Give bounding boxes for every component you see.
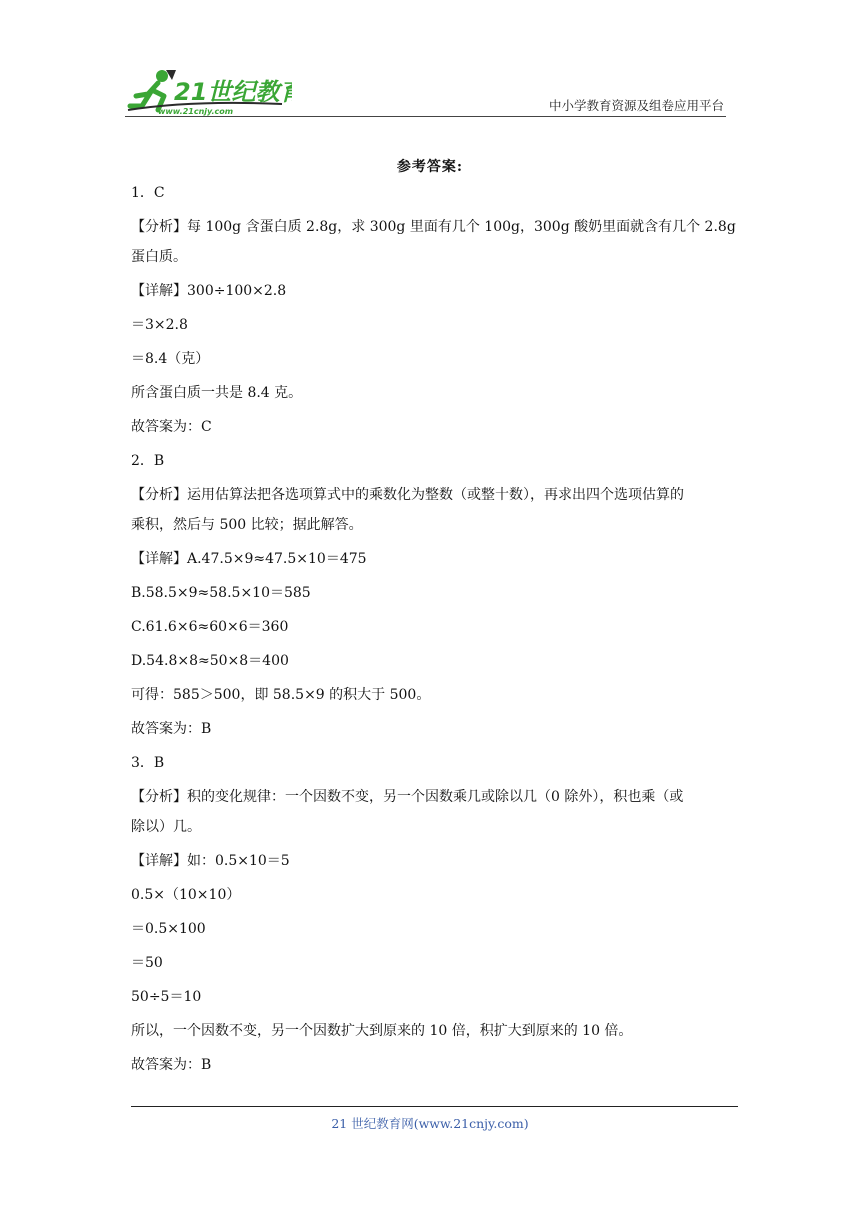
text-line: C.61.6×6≈60×6＝360: [131, 619, 289, 635]
text-line: 故答案为：B: [131, 1057, 212, 1073]
text-line: 2．B: [131, 453, 165, 469]
text-line: 【详解】A.47.5×9≈47.5×10＝475: [131, 551, 367, 567]
text-line: 0.5×（10×10）: [131, 887, 241, 903]
text-line: 乘积，然后与 500 比较；据此解答。: [131, 517, 363, 533]
text-line: 【详解】300÷100×2.8: [131, 283, 287, 299]
text-line: 1．C: [131, 185, 165, 201]
text-line: 蛋白质。: [131, 249, 187, 265]
text-line: B.58.5×9≈58.5×10＝585: [131, 585, 311, 601]
text-line: 【详解】如：0.5×10＝5: [131, 853, 290, 869]
site-logo: [122, 66, 292, 116]
footer-link[interactable]: 21 世纪教育网(www.21cnjy.com): [331, 1116, 529, 1131]
header-divider: [125, 116, 726, 117]
runner-logo-icon: [122, 66, 292, 116]
logo-url: www.21cnjy.com: [158, 107, 234, 116]
text-line: ＝0.5×100: [131, 921, 206, 937]
text-line: 可得：585＞500，即 58.5×9 的积大于 500。: [131, 687, 431, 703]
header-platform-text: 中小学教育资源及组卷应用平台: [548, 98, 724, 113]
text-line: 【分析】运用估算法把各选项算式中的乘数化为整数（或整十数），再求出四个选项估算的: [131, 487, 684, 503]
text-line: 50÷5＝10: [131, 989, 202, 1005]
text-line: 除以）几。: [131, 819, 201, 835]
logo-text: 21世纪教育: [174, 78, 292, 106]
text-line: 所以，一个因数不变，另一个因数扩大到原来的 10 倍，积扩大到原来的 10 倍。: [131, 1023, 633, 1039]
text-line: D.54.8×8≈50×8＝400: [131, 653, 289, 669]
page-title: 参考答案:: [396, 159, 464, 175]
text-line: ＝50: [131, 955, 163, 971]
answer-content: [131, 182, 736, 1088]
text-line: 所含蛋白质一共是 8.4 克。: [131, 385, 303, 401]
text-line: 【分析】积的变化规律：一个因数不变，另一个因数乘几或除以几（0 除外），积也乘（或: [131, 789, 684, 805]
text-line: ＝8.4（克）: [131, 351, 210, 367]
text-line: 【分析】每 100g 含蛋白质 2.8g，求 300g 里面有几个 100g，300g 酸奶里面就含有几个 2.8g: [131, 219, 736, 235]
text-line: 3．B: [131, 755, 165, 771]
text-line: 故答案为：B: [131, 721, 212, 737]
text-line: ＝3×2.8: [131, 317, 188, 333]
footer-divider: [131, 1106, 738, 1107]
text-line: 故答案为：C: [131, 419, 212, 435]
